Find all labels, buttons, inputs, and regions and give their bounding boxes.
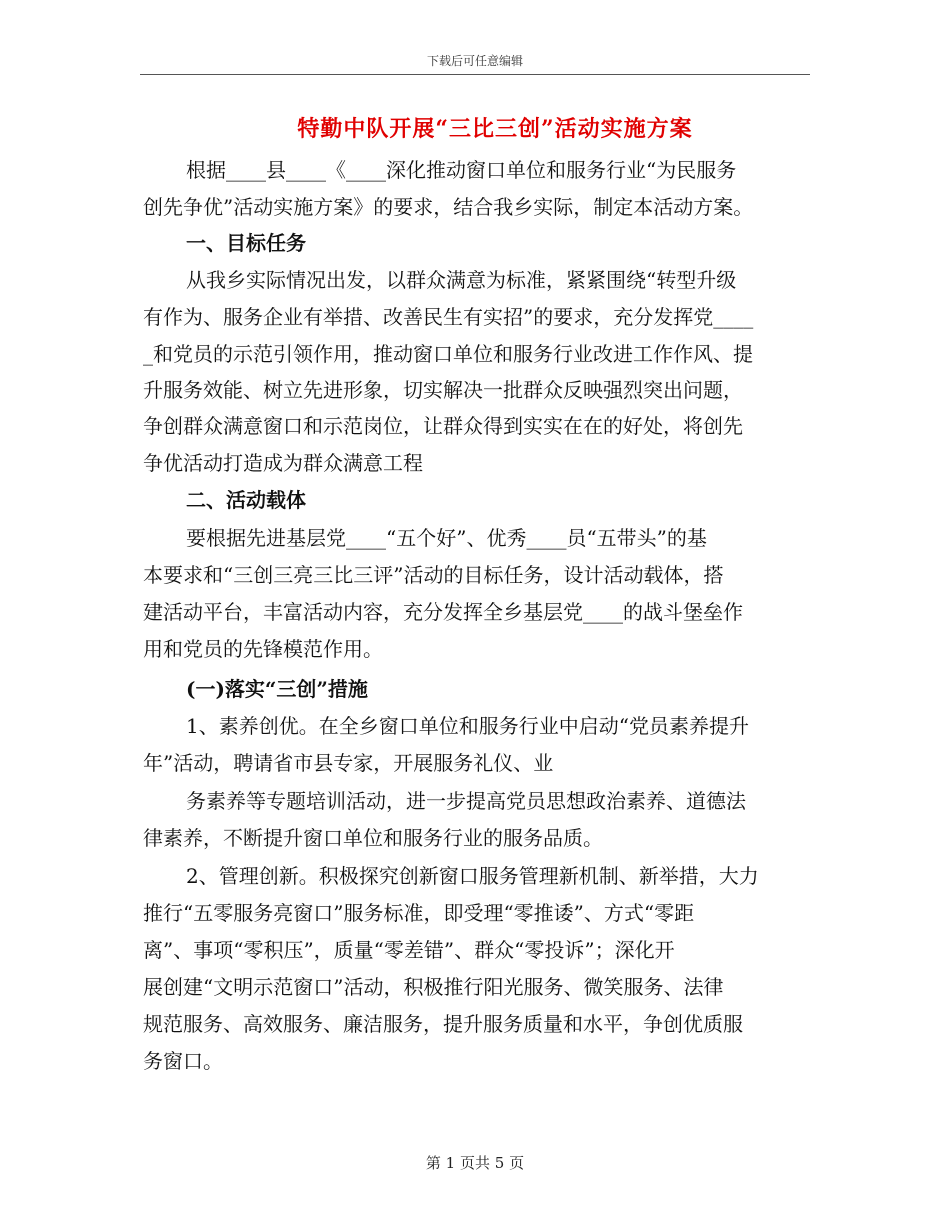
body-line-22: 离”、事项“零积压”，质量“零差错”、群众“零投诉”；深化开	[143, 938, 675, 962]
body-line-1: 根据____县____《____深化推动窗口单位和服务行业“为民服务	[186, 158, 737, 182]
body-line-8: 争创群众满意窗口和示范岗位，让群众得到实实在在的好处，将创先	[143, 414, 743, 438]
body-line-20: 2、管理创新。积极探究创新窗口服务管理新机制、新举措，大力	[186, 864, 759, 888]
body-line-19: 律素养，不断提升窗口单位和服务行业的服务品质。	[143, 826, 603, 850]
body-line-25: 务窗口。	[143, 1049, 223, 1073]
section-heading-goals: 一、目标任务	[186, 231, 306, 255]
body-line-13: 建活动平台，丰富活动内容，充分发挥全乡基层党____的战斗堡垒作	[143, 600, 743, 624]
body-line-17: 年”活动，聘请省市县专家，开展服务礼仪、业	[143, 751, 554, 775]
header-divider	[140, 74, 810, 75]
body-line-5: 有作为、服务企业有举措、改善民生有实招”的要求，充分发挥党____	[143, 305, 754, 329]
section-heading-carrier: 二、活动载体	[186, 488, 306, 512]
body-line-14: 用和党员的先锋模范作用。	[143, 637, 383, 661]
body-line-6: _和党员的示范引领作用，推动窗口单位和服务行业改进工作作风、提	[143, 342, 753, 366]
body-line-7: 升服务效能、树立先进形象，切实解决一批群众反映强烈突出问题，	[143, 378, 743, 402]
body-line-12: 本要求和“三创三亮三比三评”活动的目标任务，设计活动载体，搭	[143, 563, 724, 587]
document-title: 特勤中队开展“三比三创”活动实施方案	[297, 116, 693, 142]
body-line-24: 规范服务、高效服务、廉洁服务，提升服务质量和水平，争创优质服	[143, 1012, 743, 1036]
body-line-18: 务素养等专题培训活动，进一步提高党员思想政治素养、道德法	[186, 789, 746, 813]
body-line-2: 创先争优”活动实施方案》的要求，结合我乡实际，制定本活动方案。	[143, 195, 754, 219]
page-number: 第 1 页共 5 页	[425, 1154, 525, 1172]
body-line-21: 推行“五零服务亮窗口”服务标准，即受理“零推诿”、方式“零距	[143, 901, 695, 925]
body-line-9: 争优活动打造成为群众满意工程	[143, 451, 423, 475]
subsection-heading-measures: (一)落实“三创”措施	[186, 677, 368, 701]
body-line-23: 展创建“文明示范窗口”活动，积极推行阳光服务、微笑服务、法律	[143, 975, 724, 999]
body-line-16: 1、素养创优。在全乡窗口单位和服务行业中启动“党员素养提升	[186, 714, 749, 738]
body-line-11: 要根据先进基层党____“五个好”、优秀____员“五带头”的基	[186, 526, 707, 550]
page-header: 下载后可任意编辑	[426, 54, 523, 68]
body-line-4: 从我乡实际情况出发，以群众满意为标准，紧紧围绕“转型升级	[186, 268, 737, 292]
